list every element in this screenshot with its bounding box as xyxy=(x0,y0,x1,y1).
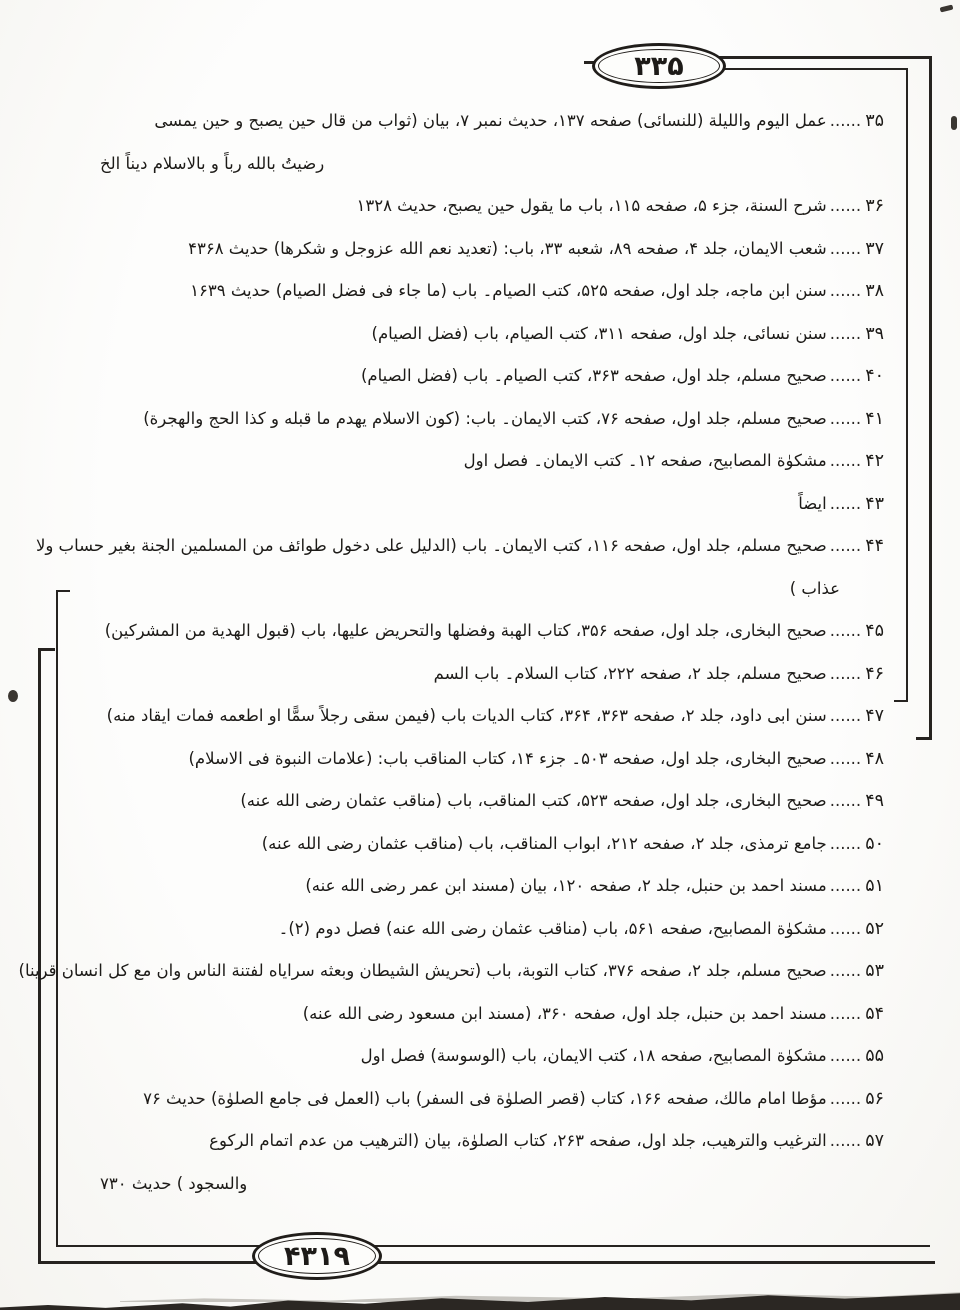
reference-entry xyxy=(78,993,884,1036)
entry-number: ۴۱ xyxy=(865,408,884,429)
entry-number: ۴۵ xyxy=(865,621,884,641)
entry-text: صحيح البخارى، جلد اول، صفحه ۵۲۳، كتب المناقب، باب (مناقب عثمان رضى الله عنه) xyxy=(240,791,827,810)
entry-text: الترغيب والترهيب، جلد اول، صفحه ۲۶۳، كتاب الصلوٰة، بيان (الترهيب من عدم اتمام الركوع xyxy=(209,1131,827,1150)
entry-text: صحيح مسلم، جلد اول، صفحه ۷۶، كتب الايمان۔ باب: (كون الاسلام يهدم ما قبله و كذا الحج والهجرة) xyxy=(143,408,827,428)
entry-text: صحيح مسلم، جلد ۲، صفحه ۳۷۶، كتاب التوبة، باب (تحريش الشيطان وبعثه سراياه لفتنة الناس وان مع كل انسان قرينا) xyxy=(18,961,827,980)
entry-number: ۳۸ xyxy=(865,281,884,301)
entry-text-continuation: والسجود ) حديث ۷۳۰ xyxy=(100,1173,248,1193)
entry-text: صحيح مسلم، جلد اول، صفحه ۱۱۶، كتب الايمان۔ باب (الدليل على دخول طوائف من المسلمين الجنة بغير حساب ولا xyxy=(35,536,827,555)
leader-dots: ...... xyxy=(829,408,862,428)
reference-entry xyxy=(78,355,884,398)
border-line-top-h-inner xyxy=(716,68,908,70)
leader-dots: ...... xyxy=(829,961,862,980)
reference-entry xyxy=(78,100,884,185)
reference-entry xyxy=(78,780,884,823)
entry-number: ۳۶ xyxy=(865,196,884,216)
entry-number: ۵۱ xyxy=(865,876,884,896)
entry-text: شعب الايمان، جلد ۴، صفحه ۸۹، شعبه ۳۳، باب: (تعديد نعم الله عزوجل و شكرها) حديث ۴۳۶۸ xyxy=(188,238,827,258)
reference-entry xyxy=(78,1120,884,1205)
entry-number: ۵۶ xyxy=(865,1088,884,1109)
leader-dots: ...... xyxy=(829,748,862,768)
entry-number: ۴۲ xyxy=(865,451,884,471)
entry-text: صحيح البخارى، جلد اول، صفحه ۵۰۳۔ جزء ۱۴، كتاب المناقب باب: (علامات النبوة فى الاسلام) xyxy=(188,748,827,768)
leader-dots: ...... xyxy=(829,111,862,130)
ink-speck xyxy=(8,690,18,702)
reference-entry xyxy=(78,823,884,866)
leader-dots: ...... xyxy=(829,1131,862,1150)
leader-dots: ...... xyxy=(829,876,862,895)
border-hook-right-inner xyxy=(894,700,908,702)
leader-dots: ...... xyxy=(829,1088,862,1108)
top-page-number-cartouche xyxy=(592,43,726,89)
entries-list xyxy=(18,100,884,1205)
leader-dots: ...... xyxy=(829,366,862,385)
reference-entry xyxy=(78,865,884,908)
entry-text: صحيح مسلم، جلد اول، صفحه ۳۶۳، كتب الصيام۔ باب (فضل الصيام) xyxy=(360,366,827,385)
ink-speck xyxy=(951,116,957,130)
leader-dots: ...... xyxy=(829,791,862,810)
entry-text: عمل اليوم والليلة (للنسائى) صفحه ۱۳۷، حديث نمبر ۷، بيان (ثواب من قال حين يصبح و حين يمسى xyxy=(154,111,827,130)
reference-entry xyxy=(78,228,884,271)
leader-dots: ...... xyxy=(829,663,862,683)
reference-entry xyxy=(78,738,884,781)
entry-number: ۵۵ xyxy=(865,1046,884,1066)
reference-entry xyxy=(78,398,884,441)
leader-dots: ...... xyxy=(829,196,862,215)
entry-text: صحيح مسلم، جلد ۲، صفحه ۲۲۲، كتاب السلام۔ باب السم xyxy=(433,663,827,683)
ink-speck xyxy=(940,5,954,13)
reference-entry xyxy=(18,950,884,993)
leader-dots: ...... xyxy=(829,706,862,725)
entry-text-continuation: عذاب ) xyxy=(789,578,840,598)
entry-number: ۵۷ xyxy=(865,1131,884,1151)
entry-text: مسند احمد بن حنبل، جلد ۲، صفحه ۱۲۰، بيان (مسند ابن عمر رضى الله عنه) xyxy=(305,876,827,895)
entry-number: ۴۰ xyxy=(865,366,884,386)
border-line-bottom-h-outer xyxy=(38,1261,935,1264)
reference-entry xyxy=(78,695,884,738)
reference-entry xyxy=(78,610,884,653)
entry-number: ۵۴ xyxy=(865,1003,884,1024)
leader-dots: ...... xyxy=(829,918,862,938)
entry-text: مشكوٰة المصابيح، صفحه ۱۲۔ كتب الايمان۔ فصل اول xyxy=(463,451,827,470)
entry-text: سنن ابى داود، جلد ۲، صفحه ۳۶۳، ۳۶۴، كتاب الديات باب (فيمن سقى رجلاً سمًّا او اطعمه فمات ايقاد منه) xyxy=(106,706,827,725)
entry-text-continuation: رضيتُ بالله رباً و بالاسلام ديناً الخ xyxy=(100,153,325,173)
entry-number: ۴۶ xyxy=(865,663,884,684)
entry-number: ۴۳ xyxy=(865,493,884,514)
entry-text: ايضاً xyxy=(798,493,827,513)
reference-entry xyxy=(78,483,884,526)
border-line-right-v-outer xyxy=(929,56,932,740)
border-hook-right-outer xyxy=(916,737,932,740)
leader-dots: ...... xyxy=(829,536,862,555)
top-page-number: ۳۳۵ xyxy=(634,50,684,82)
reference-entry xyxy=(78,313,884,356)
leader-dots: ...... xyxy=(829,323,862,343)
entry-number: ۳۵ xyxy=(865,111,884,131)
entry-text: مؤطا امام مالك، صفحه ۱۶۶، كتاب (قصر الصلوٰة فى السفر) باب (العمل فى جامع الصلوٰة) حديث ۷۶ xyxy=(143,1088,827,1108)
leader-dots: ...... xyxy=(829,1046,862,1065)
entry-number: ۳۹ xyxy=(865,323,884,344)
entry-text: جامع ترمذى، جلد ۲، صفحه ۲۱۲، ابواب المناقب، باب (مناقب عثمان رضى الله عنه) xyxy=(261,833,827,853)
entry-number: ۴۷ xyxy=(865,706,884,726)
entry-number: ۴۸ xyxy=(865,748,884,769)
entry-text: مسند احمد بن حنبل، جلد اول، صفحه ۳۶۰، (مسند ابن مسعود رضى الله عنه) xyxy=(302,1003,827,1023)
reference-entry xyxy=(78,908,884,951)
leader-dots: ...... xyxy=(829,833,862,853)
bottom-page-number: ۴۳۱۹ xyxy=(284,1240,350,1272)
reference-entry xyxy=(35,525,884,610)
reference-entry xyxy=(78,270,884,313)
leader-dots: ...... xyxy=(829,493,862,513)
border-line-bottom-h-inner xyxy=(56,1245,930,1247)
entry-number: ۳۷ xyxy=(865,238,884,259)
entry-text: مشكوٰة المصابيح، صفحه ۱۸، كتب الايمان، باب (الوسوسة) فصل اول xyxy=(360,1046,827,1065)
reference-entry xyxy=(78,1078,884,1121)
entry-text: صحيح البخارى، جلد اول، صفحه ۳۵۶، كتاب الهبة وفضلها والتحريض عليها، باب (قبول الهدية من المشركين) xyxy=(104,621,827,640)
leader-dots: ...... xyxy=(829,621,862,640)
bottom-page-number-cartouche xyxy=(252,1232,382,1280)
leader-dots: ...... xyxy=(829,1003,862,1023)
leader-dots: ...... xyxy=(829,238,862,258)
border-hook-left-inner xyxy=(58,590,70,592)
entry-text: مشكوٰة المصابيح، صفحه ۵۶۱، باب (مناقب عثمان رضى الله عنه) فصل دوم (۲)۔ xyxy=(278,918,827,938)
border-line-right-v-inner xyxy=(906,68,908,702)
entry-number: ۵۰ xyxy=(865,833,884,854)
leader-dots: ...... xyxy=(829,451,862,470)
reference-entry xyxy=(78,185,884,228)
entry-text: شرح السنة، جزء ۵، صفحه ۱۱۵، باب ما يقول حين يصبح، حديث ۱۳۲۸ xyxy=(356,196,827,215)
entry-number: ۴۹ xyxy=(865,791,884,811)
entry-number: ۴۴ xyxy=(865,536,884,556)
leader-dots: ...... xyxy=(829,281,862,300)
entry-number: ۵۳ xyxy=(865,961,884,981)
entry-text: سنن ابن ماجه، جلد اول، صفحه ۵۲۵، كتب الصيام۔ باب (ما جاء فى فضل الصيام) حديث ۱۶۳۹ xyxy=(190,281,827,300)
border-line-top-h-outer xyxy=(716,56,932,59)
entry-text: سنن نسائى، جلد اول، صفحه ۳۱۱، كتب الصيام، باب (فضل الصيام) xyxy=(371,323,827,343)
border-line-left-v-inner xyxy=(56,590,58,1247)
reference-entry xyxy=(78,1035,884,1078)
border-hook-left-outer xyxy=(41,648,55,651)
reference-entry xyxy=(78,440,884,483)
reference-entry xyxy=(78,653,884,696)
entry-number: ۵۲ xyxy=(865,918,884,939)
